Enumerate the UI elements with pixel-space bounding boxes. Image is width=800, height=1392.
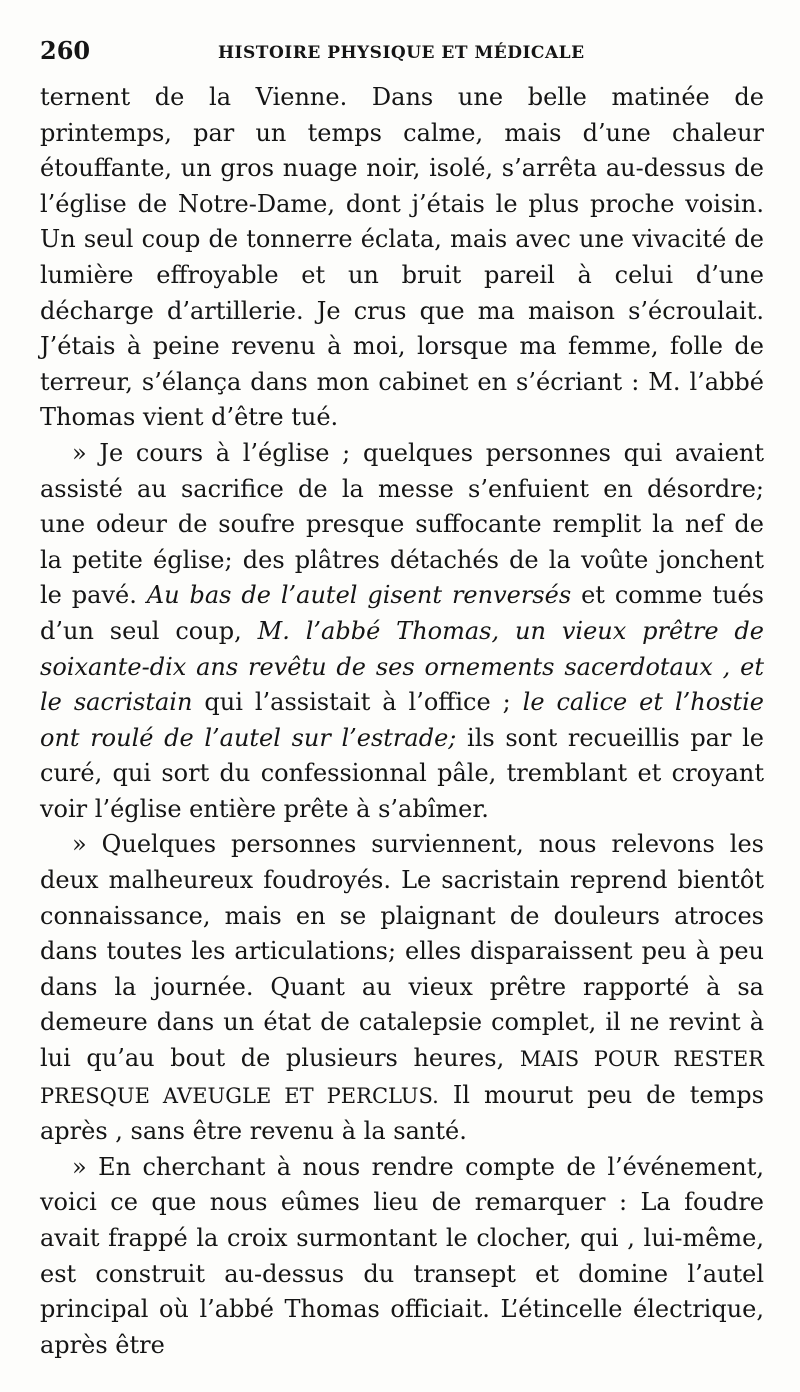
paragraph-2-italic-1: Au bas de l’autel gisent renversés — [146, 581, 572, 610]
body-text — [40, 80, 764, 1363]
paragraph-2-text-2: et comme tués d’un seul coup, — [40, 581, 764, 645]
paragraph-4: » En cherchant à nous rendre compte de l’événement, voici ce que nous eûmes lieu de remarquer : La foudre avait frappé la croix surmontant le clocher, qui , lui-même, est construit au-dessus du transept et domine l’autel principal où l’abbé Thomas officiait. L’étincelle électrique, après être — [40, 1152, 764, 1359]
running-title: HISTOIRE PHYSIQUE ET MÉDICALE — [218, 43, 585, 63]
paragraph-3-emphasis: MAIS POUR RESTER PRESQUE AVEUGLE ET PERCLUS. — [40, 1047, 764, 1108]
page-number: 260 — [40, 36, 91, 65]
paragraph-3-text-2: Il mourut peu de temps après , sans être revenu à la santé. — [40, 1080, 764, 1146]
paragraph-3-text-1: » Quelques personnes surviennent, nous relevons les deux malheureux foudroyés. Le sacristain reprend bientôt connaissance, mais en se plaignant de douleurs atroces dans toutes les articulations; elles disparaissent peu à peu dans la journée. Quant au vieux prêtre rapporté à sa demeure dans un état de catalepsie complet, il ne revint à lui qu’au bout de plusieurs heures, — [40, 830, 764, 1073]
paragraph-2-italic-2: M. l’abbé Thomas, un vieux prêtre de soixante-dix ans revêtu de ses ornements sacerdotaux , et le sacristain — [40, 616, 764, 717]
paragraph-1: ternent de la Vienne. Dans une belle matinée de printemps, par un temps calme, mais d’une chaleur étouffante, un gros nuage noir, isolé, s’arrêta au-dessus de l’église de Notre-Dame, dont j’étais le plus proche voisin. Un seul coup de tonnerre éclata, mais avec une vivacité de lumière effroyable et un bruit pareil à celui d’une décharge d’artillerie. Je crus que ma maison s’écroulait. J’étais à peine revenu à moi, lorsque ma femme, folle de terreur, s’élança dans mon cabinet en s’écriant : M. l’abbé Thomas vient d’être tué. — [40, 83, 764, 432]
paragraph-2-text-1: » Je cours à l’église ; quelques personnes qui avaient assisté au sacrifice de la messe s’enfuient en désordre; une odeur de soufre presque suffocante remplit la nef de la petite église; des plâtres détachés de la voûte jonchent le pavé. — [40, 438, 764, 610]
paragraph-2-text-3: qui l’assistait à l’office ; — [204, 688, 511, 717]
paragraph-2-text-4: ils sont recueillis par le curé, qui sort du confessionnal pâle, tremblant et croyant voir l’église entière prête à s’abîmer. — [40, 723, 764, 823]
paragraph-2 — [40, 436, 764, 828]
running-head — [40, 34, 764, 80]
paragraph-3 — [40, 827, 764, 1149]
paragraph-2-italic-3: le calice et l’hostie ont roulé de l’autel sur l’estrade; — [40, 688, 764, 752]
